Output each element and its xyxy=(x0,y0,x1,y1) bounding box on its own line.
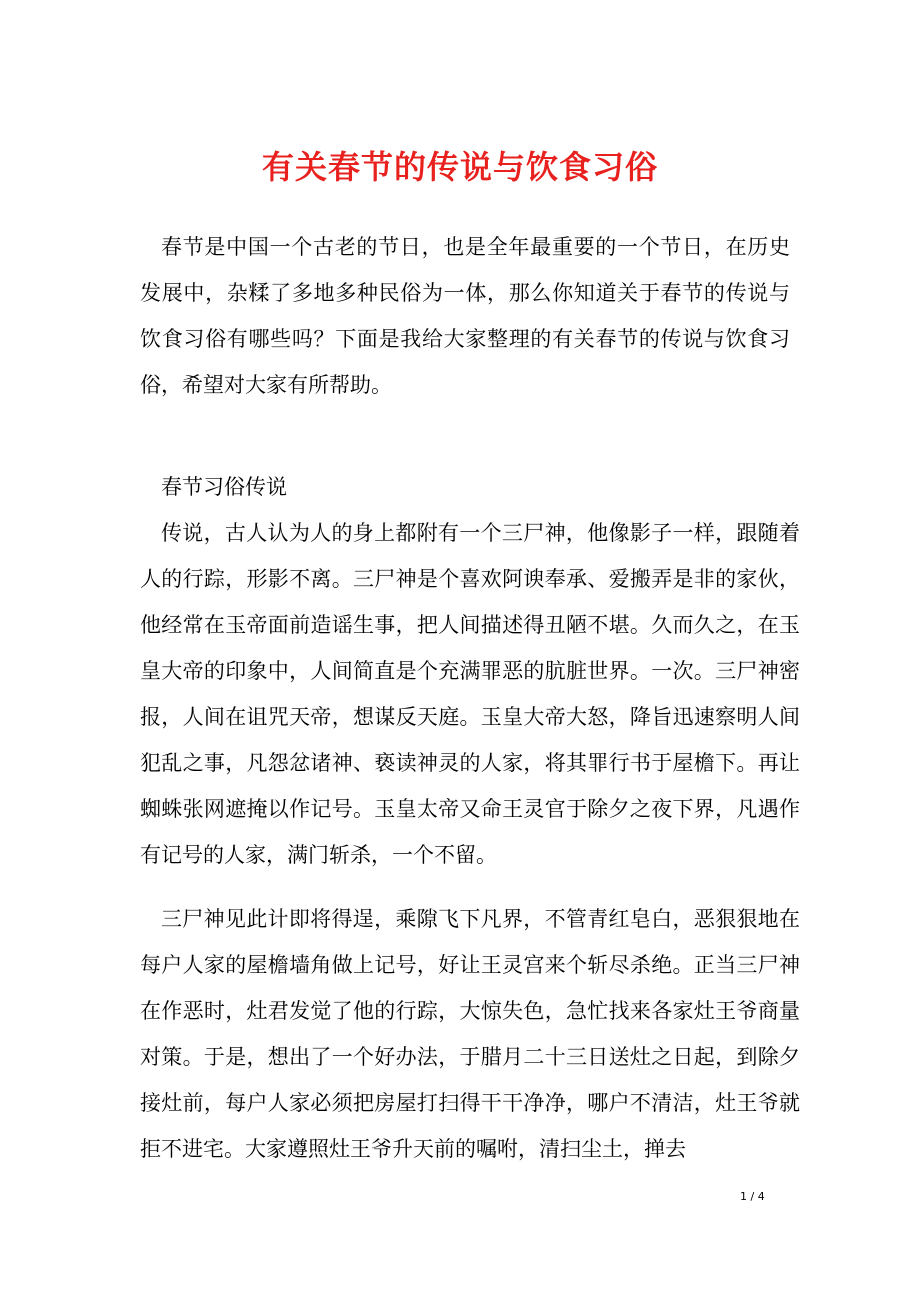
page-number: 1 / 4 xyxy=(740,1190,765,1203)
intro-paragraph: 春节是中国一个古老的节日，也是全年最重要的一个节日，在历史发展中，杂糅了多地多种民俗为一体，那么你知道关于春节的传说与饮食习俗有哪些吗？下面是我给大家整理的有关春节的传说与饮食习俗，希望对大家有所帮助。 xyxy=(140,235,790,397)
legend-paragraph-1: 传说，古人认为人的身上都附有一个三尸神，他像影子一样，跟随着人的行踪，形影不离。三尸神是个喜欢阿谀奉承、爱搬弄是非的家伙，他经常在玉帝面前造谣生事，把人间描述得丑陋不堪。久而久之，在玉皇大帝的印象中，人间简直是个充满罪恶的肮脏世界。一次。三尸神密报，人间在诅咒天帝，想谋反天庭。玉皇大帝大怒，降旨迅速察明人间犯乱之事，凡怨忿诸神、亵读神灵的人家，将其罪行书于屋檐下。再让蜘蛛张网遮掩以作记号。玉皇太帝又命王灵官于除夕之夜下界，凡遇作有记号的人家，满门斩杀，一个不留。 xyxy=(140,521,800,867)
section-heading: 春节习俗传说 xyxy=(161,475,287,499)
legend-paragraph-2: 三尸神见此计即将得逞，乘隙飞下凡界，不管青红皂白，恶狠狠地在每户人家的屋檐墙角做上记号，好让王灵宫来个斩尽杀绝。正当三尸神在作恶时，灶君发觉了他的行踪，大惊失色，急忙找来各家灶王爷商量对策。于是，想出了一个好办法，于腊月二十三日送灶之日起，到除夕接灶前，每户人家必须把房屋打扫得干干净净，哪户不清洁，灶王爷就拒不进宅。大家遵照灶王爷升天前的嘱咐，清扫尘土，掸去 xyxy=(140,907,800,1161)
document-title: 有关春节的传说与饮食习俗 xyxy=(261,148,658,186)
